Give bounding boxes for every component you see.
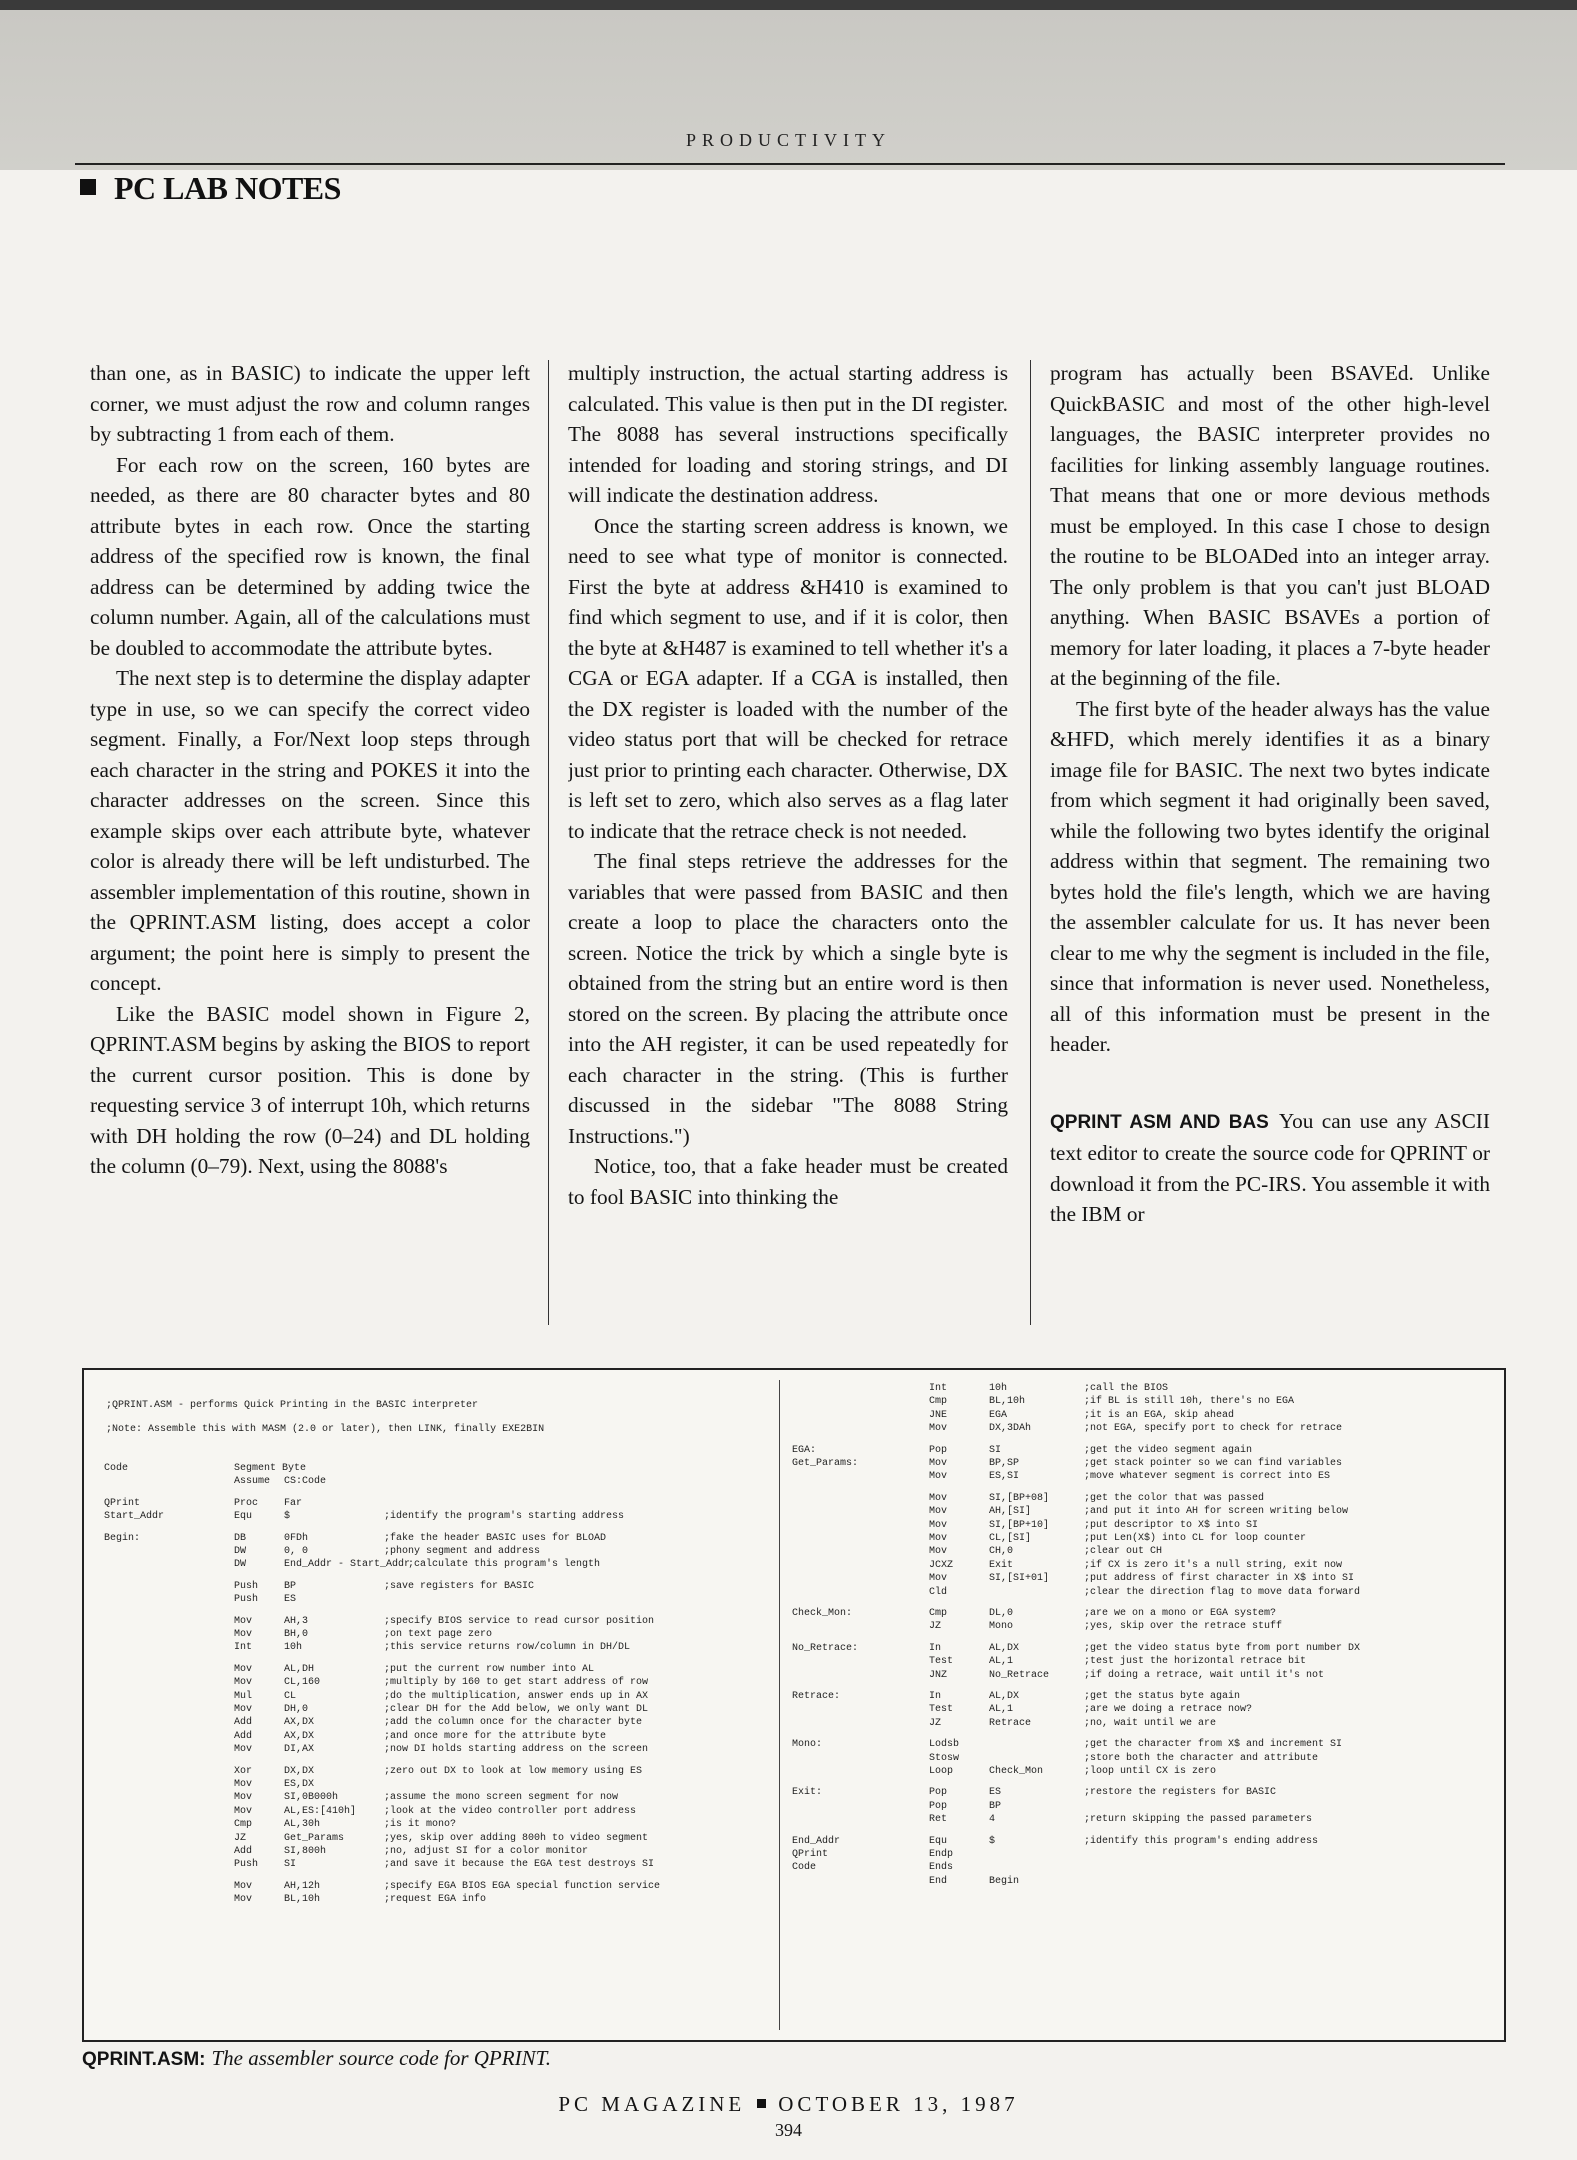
code-operand: AL,30h: [284, 1819, 321, 1831]
paragraph: For each row on the screen, 160 bytes are needed, as there are 80 character bytes and 80 attribute bytes in each row. Once the starting address of the specified row is known, the final address can be determined by adding twice the column number. Again, all of the calculations must be doubled to accommodate the attribute bytes.: [90, 452, 530, 660]
code-comment: ;put Len(X$) into CL for loop counter: [1084, 1533, 1307, 1544]
code-comment: ;save registers for BASIC: [384, 1580, 535, 1592]
code-label: Retrace:: [792, 1691, 841, 1702]
code-comment: ;are we on a mono or EGA system?: [1084, 1608, 1277, 1619]
code-operand: CL,[SI]: [989, 1533, 1032, 1544]
code-operand: SI,0B000h: [284, 1792, 339, 1804]
paragraph: Like the BASIC model shown in Figure 2, QPRINT.ASM begins by asking the BIOS to report the current cursor position. This is done by requesting service 3 of interrupt 10h, which returns with DH holding the row (0–24) and DL holding the column (0–79). Next, using the 8088's: [90, 1001, 530, 1178]
code-label: Check_Mon:: [792, 1608, 853, 1619]
code-opcode: Mul: [234, 1690, 253, 1702]
code-operand: DI,AX: [284, 1744, 315, 1756]
code-comment: ;on text page zero: [384, 1629, 493, 1640]
code-operand: CL,160: [284, 1677, 321, 1689]
paragraph: than one, as in BASIC) to indicate the upper left corner, we must adjust the row and column ranges by subtracting 1 from each of them.: [90, 361, 530, 446]
code-comment: ;no, wait until we are: [1084, 1717, 1217, 1729]
code-opcode: Mov: [234, 1880, 253, 1892]
code-operand: SI: [989, 1444, 1002, 1456]
code-label: EGA:: [792, 1444, 817, 1456]
column-rule: [1030, 360, 1031, 1325]
code-operand: SI,800h: [284, 1846, 327, 1857]
code-opcode: DW: [234, 1546, 247, 1557]
code-comment: ;look at the video controller port address: [384, 1805, 637, 1817]
code-operand: AL,DH: [284, 1663, 315, 1675]
code-comment: ;store both the character and attribute: [1084, 1752, 1319, 1764]
code-opcode: Pop: [929, 1787, 948, 1799]
code-operand: 0, 0: [284, 1546, 309, 1557]
code-opcode: Mov: [929, 1546, 948, 1558]
text-column-1: [90, 358, 530, 1338]
code-opcode: Mov: [234, 1792, 253, 1804]
code-opcode: Ret: [929, 1814, 948, 1826]
code-comment: ;add the column once for the character byte: [384, 1717, 643, 1729]
code-operand: 10h: [284, 1642, 303, 1654]
feature-title-text: PC LAB NOTES: [114, 170, 341, 206]
code-comment: ;clear the direction flag to move data forward: [1084, 1586, 1361, 1598]
code-opcode: Equ: [929, 1835, 948, 1847]
code-operand: BL,10h: [284, 1894, 321, 1906]
code-listing: [82, 1368, 1506, 2042]
code-comment: ;specify EGA BIOS EGA special function service: [384, 1880, 661, 1892]
code-opcode: Mov: [929, 1573, 948, 1585]
code-opcode: Mov: [234, 1663, 253, 1675]
paragraph: The first byte of the header always has the value &HFD, which merely identifies it as a binary image file for BASIC. The next two bytes indicate from which segment it had originally been saved, while the following two bytes identify the original address within that segment. The remaining two bytes hold the file's length, which we are having the assembler calculate for us. It has never been clear to me why the segment is included in the file, since that information is never used. Nonetheless, all of this information must be present in the header.: [1050, 696, 1490, 1056]
page-number: 394: [775, 2120, 802, 2140]
code-comment: ;put address of first character in X$ into SI: [1084, 1573, 1355, 1585]
code-opcode: Xor: [234, 1765, 253, 1777]
listing-header-line: ;Note: Assemble this with MASM (2.0 or later), then LINK, finally EXE2BIN: [106, 1424, 545, 1435]
code-opcode: Add: [234, 1846, 253, 1857]
code-comment: ;it is an EGA, skip ahead: [1084, 1409, 1235, 1421]
code-operand: BH,0: [284, 1629, 309, 1640]
code-opcode: JNE: [929, 1409, 948, 1421]
code-comment: ;if CX is zero it's a null string, exit now: [1084, 1559, 1343, 1571]
code-label: No_Retrace:: [792, 1642, 859, 1654]
code-comment: ;clear DH for the Add below, we only want DL: [384, 1704, 649, 1715]
code-comment: ;identify the program's starting address: [384, 1511, 625, 1523]
code-operand: AH,[SI]: [989, 1506, 1032, 1518]
code-comment: ;restore the registers for BASIC: [1084, 1787, 1277, 1799]
code-operand: AX,DX: [284, 1717, 315, 1729]
text-column-3: [1050, 358, 1490, 1338]
subhead-text: You can use any ASCII text editor to create the source code for QPRINT or download it from the PC-IRS. You assemble it with the IBM or: [1050, 1108, 1490, 1226]
code-label: Start_Addr: [104, 1511, 165, 1523]
code-operand: Get_Params: [284, 1832, 345, 1844]
code-comment: ;calculate this program's length: [384, 1559, 601, 1571]
code-comment: ;call the BIOS: [1084, 1383, 1169, 1394]
code-comment: ;specify BIOS service to read cursor position: [384, 1615, 655, 1627]
code-comment: ;and put it into AH for screen writing below: [1084, 1506, 1349, 1518]
code-comment: ;put descriptor to X$ into SI: [1084, 1519, 1259, 1531]
code-label: Exit:: [792, 1787, 823, 1799]
code-operand: DX,DX: [284, 1765, 315, 1777]
code-opcode: JZ: [929, 1621, 942, 1633]
section-label: PRODUCTIVITY: [686, 130, 891, 150]
paragraph: The next step is to determine the display adapter type in use, so we can specify the correct video segment. Finally, a For/Next loop steps through each character in the string and POKES it into the character addresses on the screen. Since this example skips over each attribute byte, whatever color is already there will be left undisturbed. The assembler implementation of this routine, shown in the QPRINT.ASM listing, does accept a color argument; the point here is simply to present the concept.: [90, 666, 530, 995]
paragraph: Once the starting screen address is known, we need to see what type of monitor is connected. First the byte at address &H410 is examined to find which segment to use, and if it is color, then the byte at &H487 is examined to tell whether it's a CGA or EGA adapter. If a CGA is installed, then the DX register is loaded with the number of the video status port that will be checked for retrace just prior to printing each character. Otherwise, DX is left set to zero, which also serves as a flag later to indicate that the retrace check is not needed.: [568, 513, 1008, 843]
code-comment: ;yes, skip over the retrace stuff: [1084, 1621, 1283, 1633]
code-operand: EGA: [989, 1409, 1008, 1421]
code-comment: ;is it mono?: [384, 1819, 457, 1831]
code-opcode: DB: [234, 1532, 247, 1544]
code-label: End_Addr: [792, 1835, 841, 1847]
code-opcode: Mov: [929, 1506, 948, 1518]
code-operand: End_Addr - Start_Addr: [284, 1559, 411, 1571]
page-footer: [0, 2092, 1577, 2117]
code-comment: ;identify this program's ending address: [1084, 1835, 1319, 1847]
code-opcode: Int: [929, 1383, 948, 1394]
code-operand: Begin: [989, 1875, 1020, 1887]
code-opcode: Push: [234, 1580, 259, 1592]
code-operand: DL,0: [989, 1608, 1014, 1619]
code-operand: Far: [284, 1497, 303, 1509]
code-comment: ;get the video status byte from port number DX: [1084, 1642, 1361, 1654]
code-comment: ;get the color that was passed: [1084, 1492, 1265, 1504]
code-operand: Exit: [989, 1559, 1014, 1571]
code-opcode: Mov: [234, 1704, 253, 1715]
code-opcode: Mov: [929, 1519, 948, 1531]
listing-header-line: ;QPRINT.ASM - performs Quick Printing in the BASIC interpreter: [106, 1400, 479, 1411]
code-operand: $: [284, 1511, 291, 1523]
code-operand: BL,10h: [989, 1396, 1026, 1408]
code-operand: No_Retrace: [989, 1669, 1050, 1681]
code-opcode: End: [929, 1875, 948, 1887]
code-operand: BP: [989, 1800, 1002, 1812]
square-bullet-icon: [757, 2099, 766, 2108]
code-opcode: Push: [234, 1594, 259, 1606]
code-opcode: Equ: [234, 1511, 253, 1523]
code-label: Code: [104, 1463, 129, 1474]
code-comment: ;are we doing a retrace now?: [1084, 1704, 1253, 1716]
code-comment: ;if doing a retrace, wait until it's not: [1084, 1669, 1325, 1681]
caption-text: The assembler source code for QPRINT.: [211, 2046, 551, 2070]
code-comment: ;this service returns row/column in DH/DL: [384, 1642, 631, 1654]
code-comment: ;assume the mono screen segment for now: [384, 1792, 619, 1804]
code-comment: ;do the multiplication, answer ends up in AX: [384, 1690, 649, 1702]
code-operand: SI,[SI+01]: [989, 1573, 1050, 1585]
paragraph: The final steps retrieve the addresses for the variables that were passed from BASIC and then create a loop to place the characters onto the screen. Notice the trick by which a single byte is obtained from the string but an entire word is then stored on the screen. By placing the attribute once into the AH register, it can be used repeatedly for each character in the string. (This is further discussed in the sidebar "The 8088 String Instructions."): [568, 849, 1008, 1148]
code-operand: ES: [989, 1787, 1002, 1799]
code-opcode: Endp: [929, 1849, 954, 1860]
code-opcode: Stosw: [929, 1752, 960, 1764]
paragraph: multiply instruction, the actual starting address is calculated. This value is then put in the DI register. The 8088 has several instructions specifically intended for loading and storing strings, and DI will indicate the destination address.: [568, 361, 1008, 507]
code-opcode: JZ: [234, 1832, 247, 1844]
code-operand: Retrace: [989, 1717, 1032, 1729]
code-operand: AL,ES:[410h]: [284, 1805, 357, 1817]
code-opcode: Pop: [929, 1444, 948, 1456]
issue-date: OCTOBER 13, 1987: [778, 2092, 1019, 2116]
code-label: Code: [792, 1862, 817, 1874]
subhead-paragraph: [1050, 1106, 1490, 1230]
code-operand: 10h: [989, 1383, 1008, 1394]
code-opcode: Loop: [929, 1766, 954, 1777]
code-comment: ;get stack pointer so we can find variables: [1084, 1458, 1343, 1469]
code-comment: ;zero out DX to look at low memory using ES: [384, 1765, 643, 1777]
code-opcode: Pop: [929, 1800, 948, 1812]
subhead-title: QPRINT ASM AND BAS: [1050, 1111, 1269, 1133]
code-comment: ;test just the horizontal retrace bit: [1084, 1656, 1307, 1668]
code-opcode: Add: [234, 1730, 253, 1742]
code-opcode: Proc: [234, 1497, 259, 1509]
figure-caption: [82, 2046, 551, 2071]
feature-title: [80, 170, 341, 207]
code-comment: ;move whatever segment is correct into ES: [1084, 1471, 1331, 1483]
code-comment: ;phony segment and address: [384, 1546, 541, 1557]
code-opcode: Mov: [929, 1533, 948, 1544]
code-opcode: Mov: [234, 1744, 253, 1756]
caption-label: QPRINT.ASM:: [82, 2049, 206, 2070]
code-label: QPrint: [104, 1497, 141, 1509]
code-operand: AH,3: [284, 1615, 309, 1627]
code-operand: CL: [284, 1690, 297, 1702]
code-comment: ;not EGA, specify port to check for retrace: [1084, 1423, 1343, 1435]
code-opcode: Mov: [234, 1805, 253, 1817]
code-comment: ;clear out CH: [1084, 1546, 1163, 1558]
code-operand: 0FDh: [284, 1532, 309, 1544]
code-opcode: Push: [234, 1859, 259, 1871]
code-opcode: Lodsb: [929, 1739, 960, 1751]
code-operand: AL,1: [989, 1656, 1014, 1668]
code-opcode: Cmp: [929, 1396, 948, 1408]
code-operand: CS:Code: [284, 1476, 327, 1488]
code-operand: Mono: [989, 1621, 1014, 1633]
code-operand: AH,12h: [284, 1880, 321, 1892]
code-comment: ;get the status byte again: [1084, 1691, 1241, 1702]
code-opcode: Mov: [929, 1423, 948, 1435]
code-opcode: JNZ: [929, 1669, 948, 1681]
code-operand: AL,DX: [989, 1691, 1020, 1702]
code-comment: ;fake the header BASIC uses for BLOAD: [384, 1532, 607, 1544]
code-comment: ;now DI holds starting address on the screen: [384, 1744, 649, 1756]
code-comment: ;and once more for the attribute byte: [384, 1730, 607, 1742]
code-comment: ;put the current row number into AL: [384, 1663, 595, 1675]
code-label: Get_Params:: [792, 1458, 859, 1469]
code-operand: SI: [284, 1859, 297, 1871]
code-opcode: Mov: [234, 1677, 253, 1689]
code-opcode: Ends: [929, 1862, 954, 1874]
code-label: QPrint: [792, 1849, 829, 1860]
code-operand: SI,[BP+08]: [989, 1492, 1050, 1504]
code-opcode: Add: [234, 1717, 253, 1729]
code-opcode: Segment Byte: [234, 1463, 307, 1474]
square-bullet-icon: [80, 179, 96, 195]
code-operand: ES,SI: [989, 1471, 1020, 1483]
paragraph: program has actually been BSAVEd. Unlike QuickBASIC and most of the other high-level languages, the BASIC interpreter provides no facilities for linking assembly language routines. That means that one or more devious methods must be employed. In this case I chose to design the routine to be BLOADed into an integer array. The only problem is that you can't just BLOAD anything. When BASIC BSAVEs a portion of memory for later loading, it places a 7-byte header at the beginning of the file.: [1050, 361, 1490, 690]
code-comment: ;and save it because the EGA test destroys SI: [384, 1859, 655, 1871]
code-comment: ;return skipping the passed parameters: [1084, 1814, 1313, 1826]
code-operand: BP,SP: [989, 1458, 1020, 1469]
code-comment: ;multiply by 160 to get start address of row: [384, 1677, 649, 1689]
code-opcode: Cmp: [234, 1819, 253, 1831]
code-operand: CH,0: [989, 1546, 1014, 1558]
code-operand: DH,0: [284, 1704, 309, 1715]
code-opcode: Mov: [929, 1458, 948, 1469]
code-opcode: JCXZ: [929, 1559, 954, 1571]
column-rule: [548, 360, 549, 1325]
code-opcode: Cld: [929, 1586, 948, 1598]
code-label: Mono:: [792, 1739, 823, 1751]
header-rule: [75, 163, 1505, 165]
code-comment: ;loop until CX is zero: [1084, 1766, 1217, 1777]
code-operand: $: [989, 1835, 996, 1847]
code-opcode: Test: [929, 1704, 954, 1716]
listing-divider: [779, 1380, 780, 2030]
code-opcode: Cmp: [929, 1608, 948, 1619]
code-opcode: Mov: [234, 1615, 253, 1627]
code-opcode: Mov: [234, 1894, 253, 1906]
code-comment: ;get the character from X$ and increment SI: [1084, 1739, 1343, 1751]
magazine-name: PC MAGAZINE: [558, 2092, 746, 2116]
code-label: Begin:: [104, 1532, 141, 1544]
code-comment: ;yes, skip over adding 800h to video segment: [384, 1832, 649, 1844]
code-operand: Check_Mon: [989, 1766, 1044, 1777]
code-operand: AL,DX: [989, 1642, 1020, 1654]
code-operand: DX,3DAh: [989, 1423, 1032, 1435]
code-operand: AL,1: [989, 1704, 1014, 1716]
code-operand: 4: [989, 1814, 996, 1826]
code-opcode: Mov: [234, 1629, 253, 1640]
paragraph: Notice, too, that a fake header must be created to fool BASIC into thinking the: [568, 1154, 1008, 1209]
code-opcode: JZ: [929, 1717, 942, 1729]
code-opcode: In: [929, 1691, 942, 1702]
code-opcode: Assume: [234, 1476, 271, 1488]
code-opcode: Mov: [929, 1492, 948, 1504]
code-comment: ;no, adjust SI for a color monitor: [384, 1846, 589, 1857]
code-operand: ES,DX: [284, 1779, 315, 1790]
code-operand: ES: [284, 1594, 297, 1606]
code-opcode: Int: [234, 1642, 253, 1654]
code-opcode: Mov: [929, 1471, 948, 1483]
code-opcode: Test: [929, 1656, 954, 1668]
code-comment: ;get the video segment again: [1084, 1444, 1253, 1456]
code-operand: AX,DX: [284, 1730, 315, 1742]
code-opcode: Mov: [234, 1779, 253, 1790]
code-comment: ;if BL is still 10h, there's no EGA: [1084, 1396, 1295, 1408]
code-operand: SI,[BP+10]: [989, 1519, 1050, 1531]
code-opcode: DW: [234, 1559, 247, 1571]
code-operand: BP: [284, 1580, 297, 1592]
code-comment: ;request EGA info: [384, 1894, 487, 1906]
text-column-2: [568, 358, 1008, 1338]
code-opcode: In: [929, 1642, 942, 1654]
